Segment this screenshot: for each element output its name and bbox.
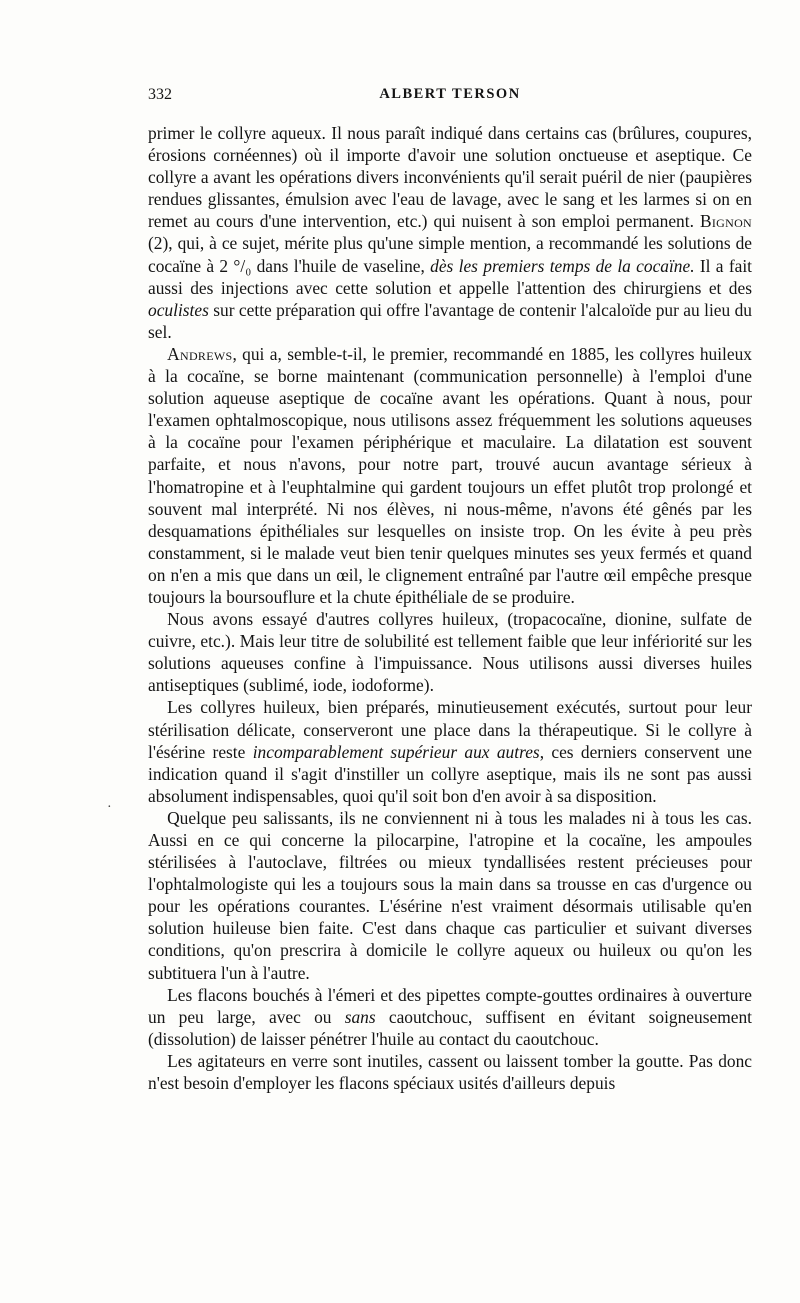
text-run: primer le collyre aqueux. Il nous paraît indiqué dans certains cas (brûlures, coupures, érosions cornéennes) où il importe d'avoir une solution onctueuse et aseptique. Ce collyre a avant les opérations divers inconvénients qu'il serait puéril de nier (paupières rendues glissantes, émulsion avec l'eau de lavage, avec le sang et les larmes si on en remet au cours d'une intervention, etc.) qui nuisent à son emploi permanent. [148,123,752,232]
page-header [148,86,752,110]
italic-text: incomparablement supérieur aux autres [252,741,540,762]
paragraph [148,608,752,696]
italic-text: sans [344,1006,376,1027]
text-run: caoutchouc, suffisent en évitant soigneusement (dissolution) de laisser pénétrer l'huile au contact du caoutchouc. [148,1006,752,1049]
text-run: , qui a, semble-t-il, le premier, recommandé en 1885, les collyres huileux à la cocaïne, se borne maintenant (communication personnelle) à l'emploi d'une solution aqueuse aseptique de cocaïne avant les opérations. Quant à nous, pour l'examen ophtalmoscopique, nous utilisons assez fréquemment les solutions aqueuses à la cocaïne pour l'examen périphérique et maculaire. La dilatation est souvent parfaite, et nous n'avons, pour notre part, trouvé aucun avantage sérieux à l'homatropine et à l'euphtalmine qui gardent toujours un effet plutôt trop prolongé et souvent mal interprété. Ni nos élèves, ni nous-même, n'avons été gênés par les desquamations épithéliales sur lesquelles on insiste trop. On les évite à peu près constamment, si le malade veut bien tenir quelques minutes ses yeux fermés et quand on n'en a mis que dans un œil, le clignement entraîné par l'autre œil empêche presque toujours la boursouflure et la chute épithéliale de se produire. [148,343,752,607]
italic-text: dès les premiers temps de la cocaïne. [430,255,695,276]
paragraph [148,984,752,1050]
author-name: Andrews [167,343,233,364]
paragraph [148,1050,752,1094]
running-head: ALBERT TERSON [379,86,521,102]
body-text [148,122,752,1094]
text-run: sur cette préparation qui offre l'avantage de contenir l'alcaloïde pur au lieu du sel. [148,299,752,342]
margin-mark: · [107,800,112,815]
page-number: 332 [148,86,172,103]
paragraph [148,122,752,343]
paragraph [148,807,752,984]
text-run: Il a fait aussi des injections avec cette solution et appelle l'attention des chirurgiens et des [148,255,753,298]
text-run: Quelque peu salissants, ils ne conviennent ni à tous les malades ni à tous les cas. Aussi en ce qui concerne la pilocarpine, l'atropine et la cocaïne, les ampoules stérilisées à l'autoclave, filtrées ou mieux tyndallisées restent précieuses pour l'ophtalmologiste qui les a toujours sous la main dans sa trousse en cas d'urgence ou pour les opérations courantes. L'ésérine n'est vraiment désormais utilisable qu'en solution huileuse bien faite. C'est dans chaque cas particulier et suivant diverses conditions, qu'on prescrira à domicile le collyre aqueux ou huileux ou qu'on les subtituera l'un à l'autre. [148,807,752,983]
text-run: Les agitateurs en verre sont inutiles, cassent ou laissent tomber la goutte. Pas donc n'est besoin d'employer les flacons spéciaux usités d'ailleurs depuis [148,1050,752,1094]
text-run: Les collyres huileux, bien préparés, minutieusement exécutés, surtout pour leur stérilisation délicate, conserveront une place dans la thérapeutique. Si le collyre à l'ésérine reste [148,697,752,762]
text-run: Nous avons essayé d'autres collyres huileux, (tropacocaïne, dionine, sulfate de cuivre, etc.). Mais leur titre de solubilité est tellement faible que leur infériorité sur les solutions aqueuses confine à l'impuissance. Nous utilisons aussi diverses huiles antiseptiques (sublimé, iode, iodoforme). [148,609,752,696]
italic-text: oculistes [148,299,209,320]
text-run: (2), qui, à ce sujet, mérite plus qu'une simple mention, a recommandé les solutions de cocaïne à 2 °/₀ dans l'huile de vaseline, [148,233,752,276]
author-name: Bignon [699,211,752,232]
paragraph [148,696,752,806]
text-run: Les flacons bouchés à l'émeri et des pipettes compte-gouttes ordinaires à ouverture un peu large, avec ou [148,984,752,1027]
text-run: , ces derniers conservent une indication quand il s'agit d'instiller un collyre aseptique, mais ils ne sont pas aussi absolument indispensables, quoi qu'il soit bon d'en avoir à sa disposition. [148,741,752,806]
paragraph [148,343,752,608]
